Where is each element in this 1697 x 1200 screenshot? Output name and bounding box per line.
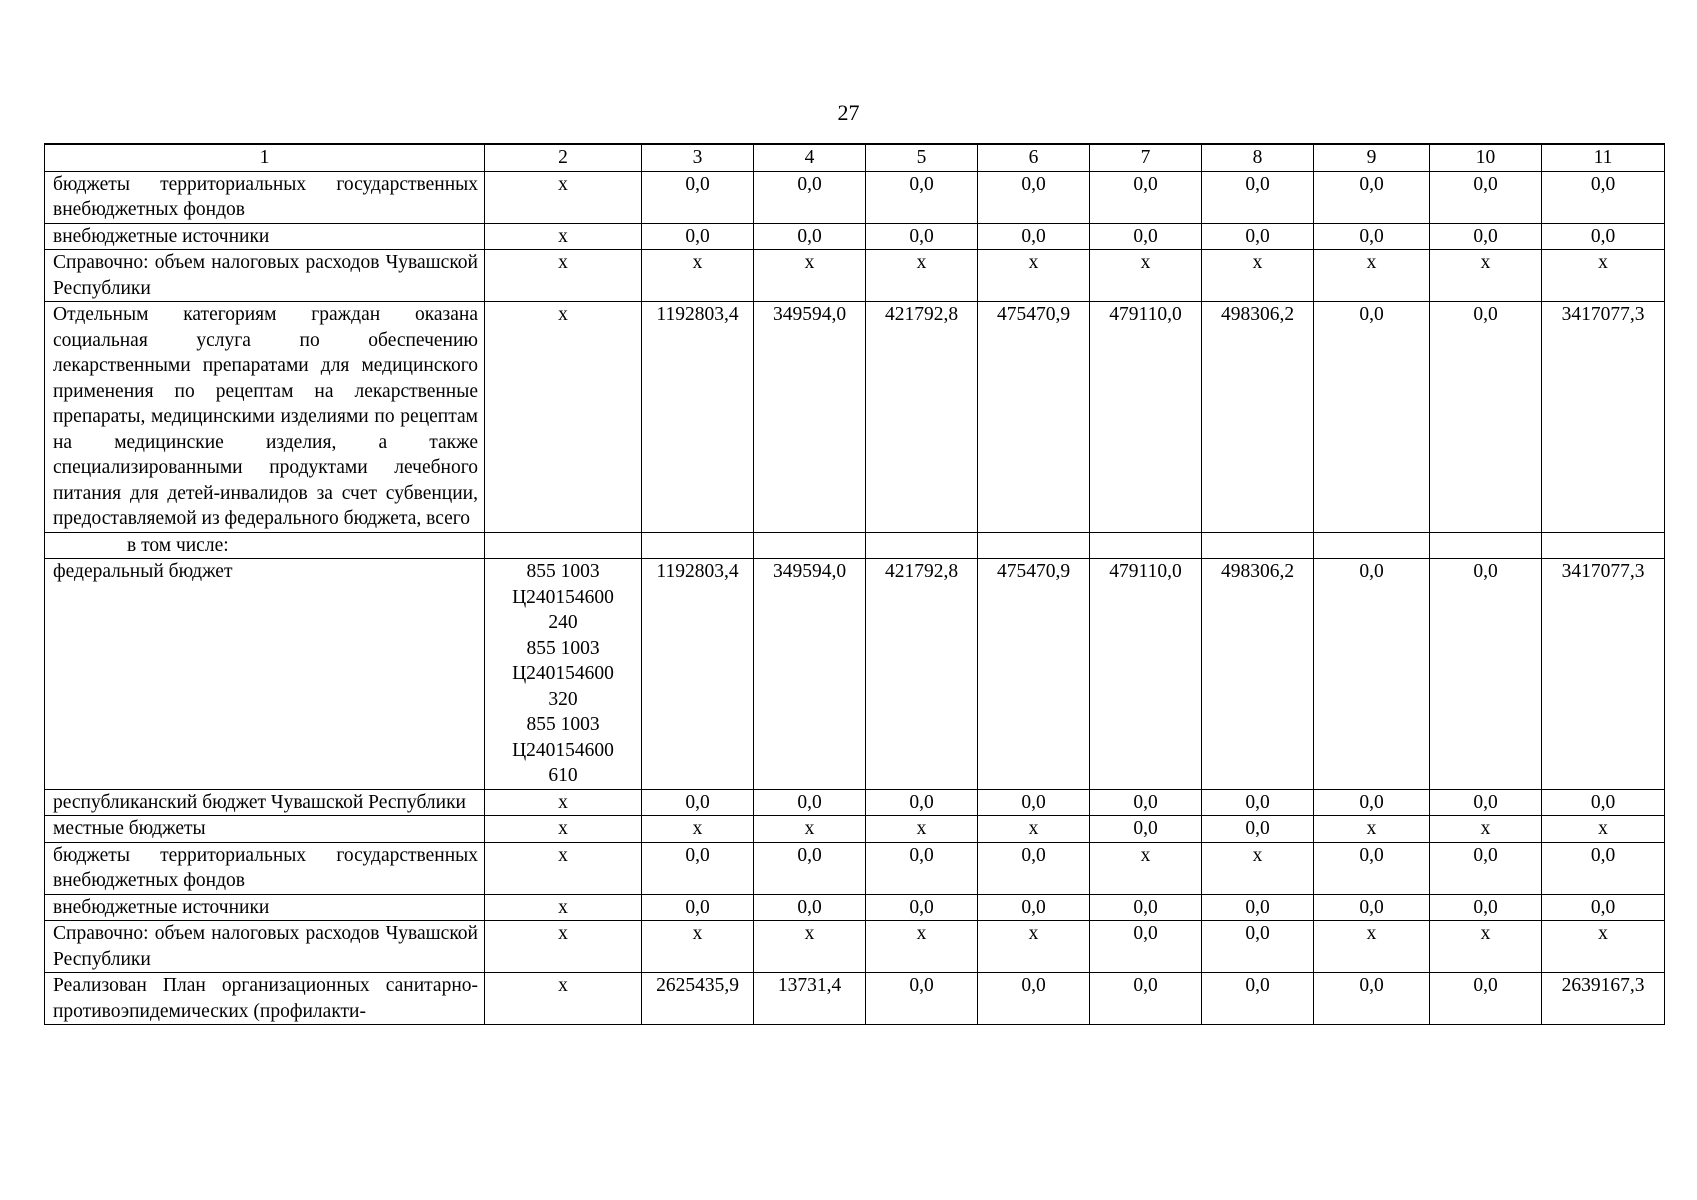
column-header: 1 [45,144,485,171]
value-cell: 0,0 [1090,973,1202,1025]
column-header: 6 [978,144,1090,171]
value-cell: 0,0 [1202,171,1314,223]
value-cell: 0,0 [754,894,866,921]
value-cell [1202,532,1314,559]
table-row [45,894,1665,921]
budget-code: x [485,171,642,223]
value-cell: 0,0 [642,223,754,250]
value-cell: 0,0 [642,789,754,816]
value-cell: 0,0 [1202,816,1314,843]
value-cell: 0,0 [1090,921,1202,973]
value-cell: 2639167,3 [1542,973,1665,1025]
page-number: 27 [837,100,860,125]
column-header: 10 [1430,144,1542,171]
table-row [45,921,1665,973]
value-cell: x [1202,842,1314,894]
value-cell: 0,0 [1542,789,1665,816]
table-row [45,171,1665,223]
value-cell: 421792,8 [866,302,978,533]
value-cell: 475470,9 [978,559,1090,790]
value-cell: x [1430,816,1542,843]
value-cell: 3417077,3 [1542,559,1665,790]
value-cell: 475470,9 [978,302,1090,533]
value-cell: 0,0 [1090,171,1202,223]
budget-code: x [485,973,642,1025]
table-row [45,559,1665,790]
value-cell: 0,0 [1430,789,1542,816]
row-description: бюджеты территориальных государственных внебюджетных фондов [45,171,485,223]
value-cell: 0,0 [866,789,978,816]
value-cell: 13731,4 [754,973,866,1025]
value-cell: x [1314,921,1430,973]
column-header: 9 [1314,144,1430,171]
budget-code [485,532,642,559]
value-cell: x [1542,816,1665,843]
value-cell: 0,0 [1090,789,1202,816]
value-cell: 0,0 [866,894,978,921]
row-description: внебюджетные источники [45,894,485,921]
value-cell [1314,532,1430,559]
value-cell: 0,0 [866,842,978,894]
value-cell: 479110,0 [1090,559,1202,790]
value-cell [978,532,1090,559]
table-row [45,223,1665,250]
budget-code: x [485,816,642,843]
value-cell: 0,0 [1314,171,1430,223]
value-cell: 0,0 [1202,894,1314,921]
row-description: бюджеты территориальных государственных внебюджетных фондов [45,842,485,894]
value-cell: 0,0 [754,789,866,816]
value-cell: 0,0 [1090,816,1202,843]
value-cell: x [1430,921,1542,973]
value-cell [1430,532,1542,559]
value-cell: x [754,816,866,843]
value-cell: 1192803,4 [642,302,754,533]
budget-code: x [485,223,642,250]
value-cell: x [1202,250,1314,302]
value-cell: x [866,250,978,302]
table-row [45,973,1665,1025]
value-cell: x [642,816,754,843]
row-description: внебюджетные источники [45,223,485,250]
value-cell: 0,0 [1202,789,1314,816]
row-description: Реализован План организационных санитарно-противоэпидемических (профилакти- [45,973,485,1025]
value-cell: 0,0 [1430,973,1542,1025]
value-cell: 0,0 [866,973,978,1025]
value-cell [1090,532,1202,559]
value-cell: 0,0 [1314,223,1430,250]
value-cell: x [754,250,866,302]
table-row [45,532,1665,559]
value-cell: 2625435,9 [642,973,754,1025]
value-cell: 0,0 [642,171,754,223]
row-description: в том числе: [45,532,485,559]
row-description: Справочно: объем налоговых расходов Чувашской Республики [45,921,485,973]
budget-code: x [485,894,642,921]
value-cell: 0,0 [1314,302,1430,533]
budget-code: x [485,842,642,894]
value-cell: 0,0 [978,223,1090,250]
column-header: 8 [1202,144,1314,171]
row-description: федеральный бюджет [45,559,485,790]
value-cell: 0,0 [1430,171,1542,223]
value-cell: x [978,816,1090,843]
value-cell: x [978,250,1090,302]
value-cell: 0,0 [642,842,754,894]
value-cell: 0,0 [1202,921,1314,973]
value-cell: 479110,0 [1090,302,1202,533]
value-cell [866,532,978,559]
value-cell: 0,0 [1430,302,1542,533]
value-cell [754,532,866,559]
value-cell: 0,0 [1314,842,1430,894]
value-cell: 1192803,4 [642,559,754,790]
value-cell [642,532,754,559]
table-body [45,171,1665,1025]
value-cell: 498306,2 [1202,302,1314,533]
value-cell: 0,0 [754,223,866,250]
row-description: республиканский бюджет Чувашской Республики [45,789,485,816]
value-cell: 421792,8 [866,559,978,790]
table-row [45,789,1665,816]
value-cell: 0,0 [978,842,1090,894]
value-cell: 3417077,3 [1542,302,1665,533]
value-cell: 0,0 [1542,223,1665,250]
value-cell: 0,0 [1202,223,1314,250]
value-cell: 0,0 [1542,842,1665,894]
value-cell: 0,0 [1542,171,1665,223]
budget-code: x [485,302,642,533]
column-header: 7 [1090,144,1202,171]
value-cell: x [642,921,754,973]
value-cell: x [1090,842,1202,894]
row-description: Справочно: объем налоговых расходов Чувашской Республики [45,250,485,302]
column-header: 5 [866,144,978,171]
value-cell: 0,0 [1314,559,1430,790]
value-cell: x [866,921,978,973]
value-cell [1542,532,1665,559]
value-cell: 0,0 [1314,973,1430,1025]
value-cell: x [1314,250,1430,302]
value-cell: 0,0 [1430,559,1542,790]
column-header: 2 [485,144,642,171]
table-row [45,816,1665,843]
value-cell: 0,0 [978,789,1090,816]
value-cell: 0,0 [866,223,978,250]
budget-code: x [485,921,642,973]
value-cell: 0,0 [1430,223,1542,250]
value-cell: x [1430,250,1542,302]
value-cell: 0,0 [1090,894,1202,921]
value-cell: 0,0 [642,894,754,921]
value-cell: 0,0 [1090,223,1202,250]
column-header: 3 [642,144,754,171]
value-cell: 0,0 [1430,894,1542,921]
value-cell: 0,0 [978,973,1090,1025]
value-cell: x [1314,816,1430,843]
table-row [45,302,1665,533]
budget-code: 855 1003 Ц240154600 240 855 1003 Ц240154600 320 855 1003 Ц240154600 610 [485,559,642,790]
row-description: местные бюджеты [45,816,485,843]
budget-code: x [485,789,642,816]
value-cell: x [642,250,754,302]
budget-code: x [485,250,642,302]
value-cell: 0,0 [1314,894,1430,921]
value-cell: 0,0 [1542,894,1665,921]
value-cell: x [754,921,866,973]
value-cell: x [866,816,978,843]
table-row [45,250,1665,302]
value-cell: x [978,921,1090,973]
value-cell: 0,0 [1430,842,1542,894]
value-cell: 0,0 [754,842,866,894]
value-cell: 0,0 [866,171,978,223]
column-number-row [45,144,1665,171]
value-cell: 349594,0 [754,302,866,533]
value-cell: 0,0 [754,171,866,223]
column-header: 11 [1542,144,1665,171]
value-cell: 498306,2 [1202,559,1314,790]
data-table [44,143,1665,1025]
value-cell: 0,0 [978,171,1090,223]
value-cell: x [1542,250,1665,302]
column-header: 4 [754,144,866,171]
value-cell: x [1542,921,1665,973]
value-cell: 0,0 [978,894,1090,921]
value-cell: 349594,0 [754,559,866,790]
row-description: Отдельным категориям граждан оказана социальная услуга по обеспечению лекарственными препаратами для медицинского применения по рецептам на лекарственные препараты, медицинскими изделиями по рецептам на медицинские изделия, а также специализированными продуктами лечебного питания для детей-инвалидов за счет субвенции, предоставляемой из федерального бюджета, всего [45,302,485,533]
value-cell: 0,0 [1202,973,1314,1025]
value-cell: 0,0 [1314,789,1430,816]
table-row [45,842,1665,894]
value-cell: x [1090,250,1202,302]
